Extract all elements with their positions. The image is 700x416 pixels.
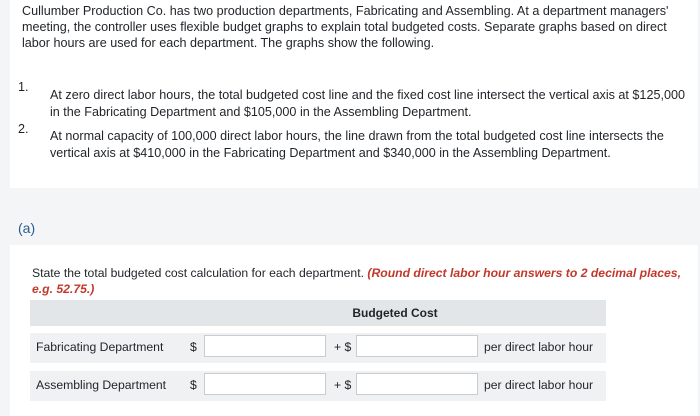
assembling-currency-symbol: $ — [190, 378, 197, 392]
fabricating-unit-label: per direct labor hour — [484, 340, 594, 354]
item-text-1: At zero direct labor hours, the total budgeted cost line and the fixed cost line intersect the vertical axis at $125,000 in the Fabricating Department and $105,000 in the Assembling Department. — [50, 88, 685, 119]
item-number-2: 2. — [18, 122, 29, 136]
fabricating-plus-rate-symbol: + $ — [334, 340, 352, 354]
assembling-department-label: Assembling Department — [36, 378, 167, 392]
part-a-label: (a) — [18, 220, 36, 236]
fabricating-fixed-cost-input[interactable] — [204, 335, 326, 357]
rounding-hint: (Round direct labor hour answers to 2 decimal places, e.g. 52.75.) — [32, 266, 681, 296]
table-header-band — [30, 300, 606, 326]
assembling-plus-rate-symbol: + $ — [334, 378, 352, 392]
fabricating-currency-symbol: $ — [190, 340, 197, 354]
assembling-variable-rate-input[interactable] — [356, 373, 478, 395]
item-text-2: At normal capacity of 100,000 direct labor hours, the line drawn from the total budgeted cost line intersects the vertical axis at $410,000 in the Fabricating Department and $340,000 in the Assembling Department. — [50, 129, 664, 160]
question-text — [32, 265, 692, 297]
item-number-1: 1. — [18, 80, 29, 94]
budgeted-cost-header: Budgeted Cost — [352, 306, 438, 320]
assembling-fixed-cost-input[interactable] — [204, 373, 326, 395]
problem-intro-text: Cullumber Production Co. has two production departments, Fabricating and Assembling. At a department managers' meeting, the controller uses flexible budget graphs to explain total budgeted costs. Separate graphs based on direct labor hours are used for each department. The graphs show the following. — [22, 4, 669, 50]
assembling-unit-label: per direct labor hour — [484, 378, 594, 392]
fabricating-department-label: Fabricating Department — [36, 340, 164, 354]
fabricating-variable-rate-input[interactable] — [356, 335, 478, 357]
question-instruction: State the total budgeted cost calculation for each department. — [32, 266, 364, 280]
